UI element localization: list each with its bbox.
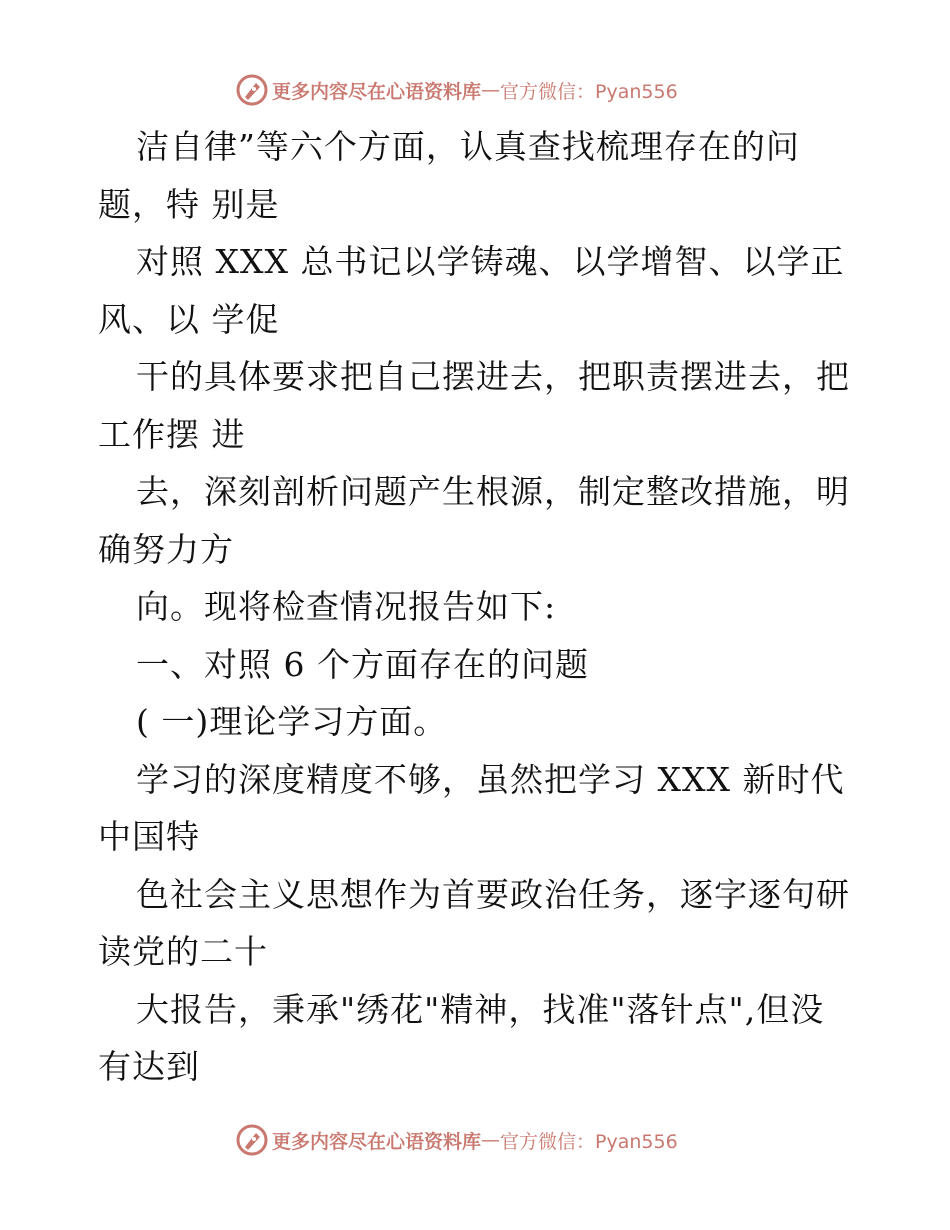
text-line: 有达到 bbox=[98, 1047, 200, 1086]
text-line: 去，深刻剖析问题产生根源，制定整改措施，明 bbox=[136, 472, 850, 511]
text-line: 中国特 bbox=[98, 817, 200, 856]
text-line: 题，特 别是 bbox=[98, 184, 280, 224]
text-line: 色社会主义思想作为首要政治任务，逐字逐句研 bbox=[136, 874, 850, 914]
watermark-main-text: 更多内容尽在心语资料库 bbox=[272, 80, 482, 103]
text-line: 干的具体要求把自己摆进去，把职责摆进去，把 bbox=[136, 357, 850, 396]
watermark-suffix-text: 官方微信：Pyan556 bbox=[500, 1130, 678, 1153]
footer-watermark bbox=[236, 1123, 678, 1157]
pen-nib-logo-icon bbox=[236, 1124, 268, 1156]
text-line: 洁自律”等六个方面，认真查找梳理存在的问 bbox=[136, 127, 800, 166]
text-line: 大报告，秉承"绣花"精神，找准"落针点",但没 bbox=[136, 989, 825, 1029]
subsection-heading: ( 一)理论学习方面。 bbox=[136, 702, 448, 741]
watermark-main-text: 更多内容尽在心语资料库 bbox=[272, 1130, 482, 1153]
text-line: 读党的二十 bbox=[98, 932, 268, 971]
text-line: 风、以 学促 bbox=[98, 299, 280, 339]
watermark-suffix-text: 官方微信：Pyan556 bbox=[500, 80, 678, 103]
header-watermark bbox=[236, 73, 678, 107]
text-line: 确努力方 bbox=[98, 529, 234, 569]
text-line: 学习的深度精度不够，虽然把学习 XXX 新时代 bbox=[136, 759, 845, 799]
watermark-dash: — bbox=[481, 79, 501, 101]
watermark-dash: — bbox=[481, 1129, 501, 1151]
pen-nib-logo-icon bbox=[236, 74, 268, 106]
text-line: 对照 XXX 总书记以学铸魂、以学增智、以学正 bbox=[136, 242, 845, 281]
section-heading: 一、对照 6 个方面存在的问题 bbox=[136, 644, 589, 684]
text-line: 工作摆 进 bbox=[98, 414, 246, 454]
document-body bbox=[98, 118, 858, 1096]
text-line: 向。现将检查情况报告如下: bbox=[136, 587, 557, 626]
